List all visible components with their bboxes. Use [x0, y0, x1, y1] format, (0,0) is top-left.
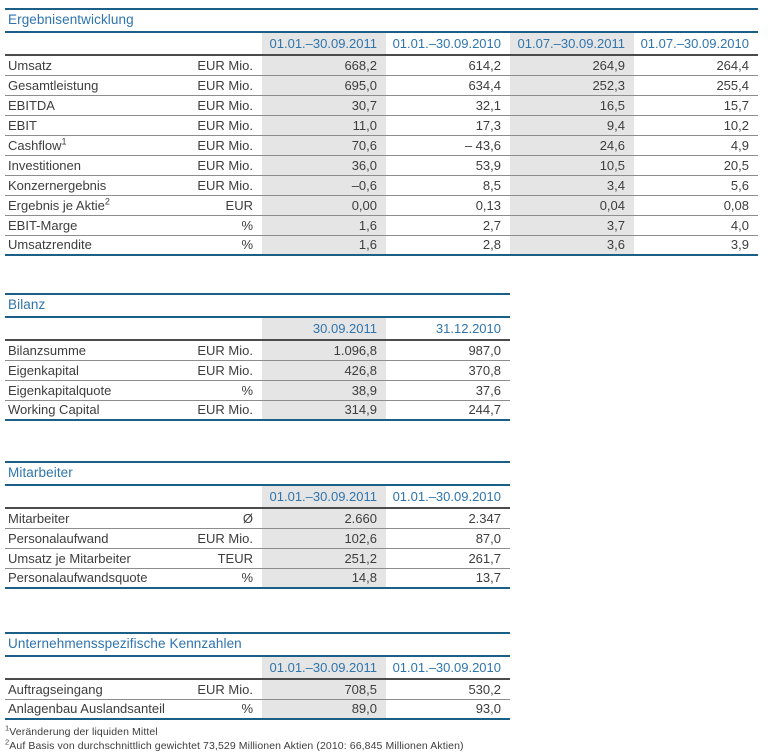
- cell-value: 314,9: [262, 400, 386, 420]
- cell-value: 2.660: [262, 508, 386, 528]
- table-row: [5, 400, 510, 420]
- row-unit: EUR Mio.: [187, 175, 262, 195]
- table-row: [5, 340, 510, 360]
- row-label: Ergebnis je Aktie$^2$: [5, 195, 187, 215]
- row-label: Mitarbeiter: [5, 508, 187, 528]
- table-section-kennzahlen: [5, 632, 510, 720]
- column-header-row: [5, 486, 510, 508]
- column-header-row: [5, 318, 510, 340]
- column-header-spacer-unit: [187, 657, 262, 679]
- row-unit: EUR Mio.: [187, 400, 262, 420]
- table-bilanz: [5, 318, 510, 421]
- cell-value: 987,0: [386, 340, 510, 360]
- table-row: [5, 195, 758, 215]
- cell-value: 17,3: [386, 115, 510, 135]
- row-unit: EUR Mio.: [187, 95, 262, 115]
- footnote-1: [5, 725, 605, 739]
- row-unit: EUR Mio.: [187, 55, 262, 75]
- row-unit: %: [187, 699, 262, 719]
- column-header-spacer-unit: [187, 318, 262, 340]
- column-header-spacer-label: [5, 486, 187, 508]
- cell-value: 4,9: [634, 135, 758, 155]
- cell-value: 24,6: [510, 135, 634, 155]
- row-label: Auftragseingang: [5, 679, 187, 699]
- cell-value: 255,4: [634, 75, 758, 95]
- cell-value: 634,4: [386, 75, 510, 95]
- cell-value: 264,4: [634, 55, 758, 75]
- footnotes: [5, 725, 605, 753]
- cell-value: 1,6: [262, 215, 386, 235]
- row-unit: EUR Mio.: [187, 115, 262, 135]
- cell-value: 13,7: [386, 568, 510, 588]
- cell-value: 0,04: [510, 195, 634, 215]
- cell-value: 3,6: [510, 235, 634, 255]
- period-column-header: 01.01.–30.09.2011: [262, 657, 386, 679]
- row-unit: %: [187, 380, 262, 400]
- table-ergebnisentwicklung: [5, 33, 758, 256]
- row-unit: EUR Mio.: [187, 679, 262, 699]
- table-row: [5, 508, 510, 528]
- period-column-header: 01.01.–30.09.2010: [386, 657, 510, 679]
- cell-value: 15,7: [634, 95, 758, 115]
- row-unit: EUR: [187, 195, 262, 215]
- table-row: [5, 55, 758, 75]
- footnote-marker: 1: [61, 136, 67, 147]
- table-row: [5, 380, 510, 400]
- cell-value: 668,2: [262, 55, 386, 75]
- column-header-spacer-unit: [187, 486, 262, 508]
- row-unit: EUR Mio.: [187, 135, 262, 155]
- cell-value: 10,5: [510, 155, 634, 175]
- column-header-spacer-label: [5, 33, 187, 55]
- row-unit: EUR Mio.: [187, 360, 262, 380]
- table-row: [5, 155, 758, 175]
- row-label: Bilanzsumme: [5, 340, 187, 360]
- cell-value: 0,00: [262, 195, 386, 215]
- cell-value: 102,6: [262, 528, 386, 548]
- column-header-spacer-label: [5, 318, 187, 340]
- table-row: [5, 548, 510, 568]
- table-row: [5, 215, 758, 235]
- cell-value: 370,8: [386, 360, 510, 380]
- table-row: [5, 568, 510, 588]
- period-column-header: 01.01.–30.09.2011: [262, 33, 386, 55]
- row-label: Anlagenbau Auslandsanteil: [5, 699, 187, 719]
- footnote-1-text: Veränderung der liquiden Mittel: [9, 726, 158, 738]
- period-column-header: 01.01.–30.09.2011: [262, 486, 386, 508]
- cell-value: 2.347: [386, 508, 510, 528]
- cell-value: 11,0: [262, 115, 386, 135]
- row-label: Cashflow$^1$: [5, 135, 187, 155]
- cell-value: 695,0: [262, 75, 386, 95]
- cell-value: –0,6: [262, 175, 386, 195]
- column-header-spacer-label: [5, 657, 187, 679]
- table-row: [5, 528, 510, 548]
- cell-value: 244,7: [386, 400, 510, 420]
- row-label: Investitionen: [5, 155, 187, 175]
- cell-value: 252,3: [510, 75, 634, 95]
- cell-value: 53,9: [386, 155, 510, 175]
- row-label: Eigenkapitalquote: [5, 380, 187, 400]
- row-label: Working Capital: [5, 400, 187, 420]
- period-column-header: 01.01.–30.09.2010: [386, 486, 510, 508]
- row-label: Eigenkapital: [5, 360, 187, 380]
- period-column-header: 01.01.–30.09.2010: [386, 33, 510, 55]
- row-label: Umsatz je Mitarbeiter: [5, 548, 187, 568]
- table-row: [5, 175, 758, 195]
- cell-value: 16,5: [510, 95, 634, 115]
- cell-value: 4,0: [634, 215, 758, 235]
- cell-value: 9,4: [510, 115, 634, 135]
- cell-value: 2,7: [386, 215, 510, 235]
- table-row: [5, 360, 510, 380]
- cell-value: 3,4: [510, 175, 634, 195]
- row-unit: EUR Mio.: [187, 340, 262, 360]
- row-unit: %: [187, 215, 262, 235]
- table-row: [5, 235, 758, 255]
- table-title-mitarbeiter: Mitarbeiter: [5, 461, 510, 486]
- row-label: Gesamtleistung: [5, 75, 187, 95]
- table-row: [5, 679, 510, 699]
- cell-value: 36,0: [262, 155, 386, 175]
- cell-value: 1,6: [262, 235, 386, 255]
- cell-value: 38,9: [262, 380, 386, 400]
- cell-value: 37,6: [386, 380, 510, 400]
- row-unit: %: [187, 568, 262, 588]
- table-section-mitarbeiter: [5, 461, 510, 589]
- column-header-spacer-unit: [187, 33, 262, 55]
- period-column-header: 30.09.2011: [262, 318, 386, 340]
- cell-value: 2,8: [386, 235, 510, 255]
- cell-value: 0,13: [386, 195, 510, 215]
- footnote-2-text: Auf Basis von durchschnittlich gewichtet 73,529 Millionen Aktien (2010: 66,845 Millionen Aktien): [9, 740, 464, 752]
- cell-value: 87,0: [386, 528, 510, 548]
- table-section-bilanz: [5, 293, 510, 421]
- row-unit: Ø: [187, 508, 262, 528]
- footnote-2: [5, 739, 605, 753]
- row-label: Personalaufwandsquote: [5, 568, 187, 588]
- row-unit: EUR Mio.: [187, 75, 262, 95]
- footnote-2-marker: 2: [5, 737, 10, 747]
- period-column-header: 31.12.2010: [386, 318, 510, 340]
- row-unit: EUR Mio.: [187, 155, 262, 175]
- footnote-marker: 2: [104, 196, 110, 207]
- cell-value: 3,9: [634, 235, 758, 255]
- row-label: Konzernergebnis: [5, 175, 187, 195]
- row-label: Personalaufwand: [5, 528, 187, 548]
- period-column-header: 01.07.–30.09.2011: [510, 33, 634, 55]
- cell-value: 20,5: [634, 155, 758, 175]
- row-unit: TEUR: [187, 548, 262, 568]
- cell-value: 1.096,8: [262, 340, 386, 360]
- cell-value: 8,5: [386, 175, 510, 195]
- cell-value: 708,5: [262, 679, 386, 699]
- cell-value: 89,0: [262, 699, 386, 719]
- table-row: [5, 115, 758, 135]
- table-kennzahlen: [5, 657, 510, 720]
- row-label: Umsatzrendite: [5, 235, 187, 255]
- cell-value: 261,7: [386, 548, 510, 568]
- cell-value: 264,9: [510, 55, 634, 75]
- cell-value: 70,6: [262, 135, 386, 155]
- cell-value: 3,7: [510, 215, 634, 235]
- cell-value: 530,2: [386, 679, 510, 699]
- cell-value: 251,2: [262, 548, 386, 568]
- cell-value: 426,8: [262, 360, 386, 380]
- cell-value: 5,6: [634, 175, 758, 195]
- table-title-ergebnisentwicklung: Ergebnisentwicklung: [5, 8, 758, 33]
- row-unit: EUR Mio.: [187, 528, 262, 548]
- table-mitarbeiter: [5, 486, 510, 589]
- row-label: EBIT-Marge: [5, 215, 187, 235]
- table-row: [5, 75, 758, 95]
- table-row: [5, 135, 758, 155]
- table-row: [5, 95, 758, 115]
- footnote-1-marker: 1: [5, 723, 10, 733]
- cell-value: 30,7: [262, 95, 386, 115]
- table-section-ergebnisentwicklung: [5, 8, 758, 256]
- cell-value: 14,8: [262, 568, 386, 588]
- cell-value: 93,0: [386, 699, 510, 719]
- table-row: [5, 699, 510, 719]
- row-label: EBIT: [5, 115, 187, 135]
- table-title-bilanz: Bilanz: [5, 293, 510, 318]
- cell-value: 10,2: [634, 115, 758, 135]
- cell-value: – 43,6: [386, 135, 510, 155]
- column-header-row: [5, 33, 758, 55]
- cell-value: 32,1: [386, 95, 510, 115]
- column-header-row: [5, 657, 510, 679]
- cell-value: 0,08: [634, 195, 758, 215]
- row-label: EBITDA: [5, 95, 187, 115]
- table-title-kennzahlen: Unternehmensspezifische Kennzahlen: [5, 632, 510, 657]
- cell-value: 614,2: [386, 55, 510, 75]
- row-unit: %: [187, 235, 262, 255]
- row-label: Umsatz: [5, 55, 187, 75]
- period-column-header: 01.07.–30.09.2010: [634, 33, 758, 55]
